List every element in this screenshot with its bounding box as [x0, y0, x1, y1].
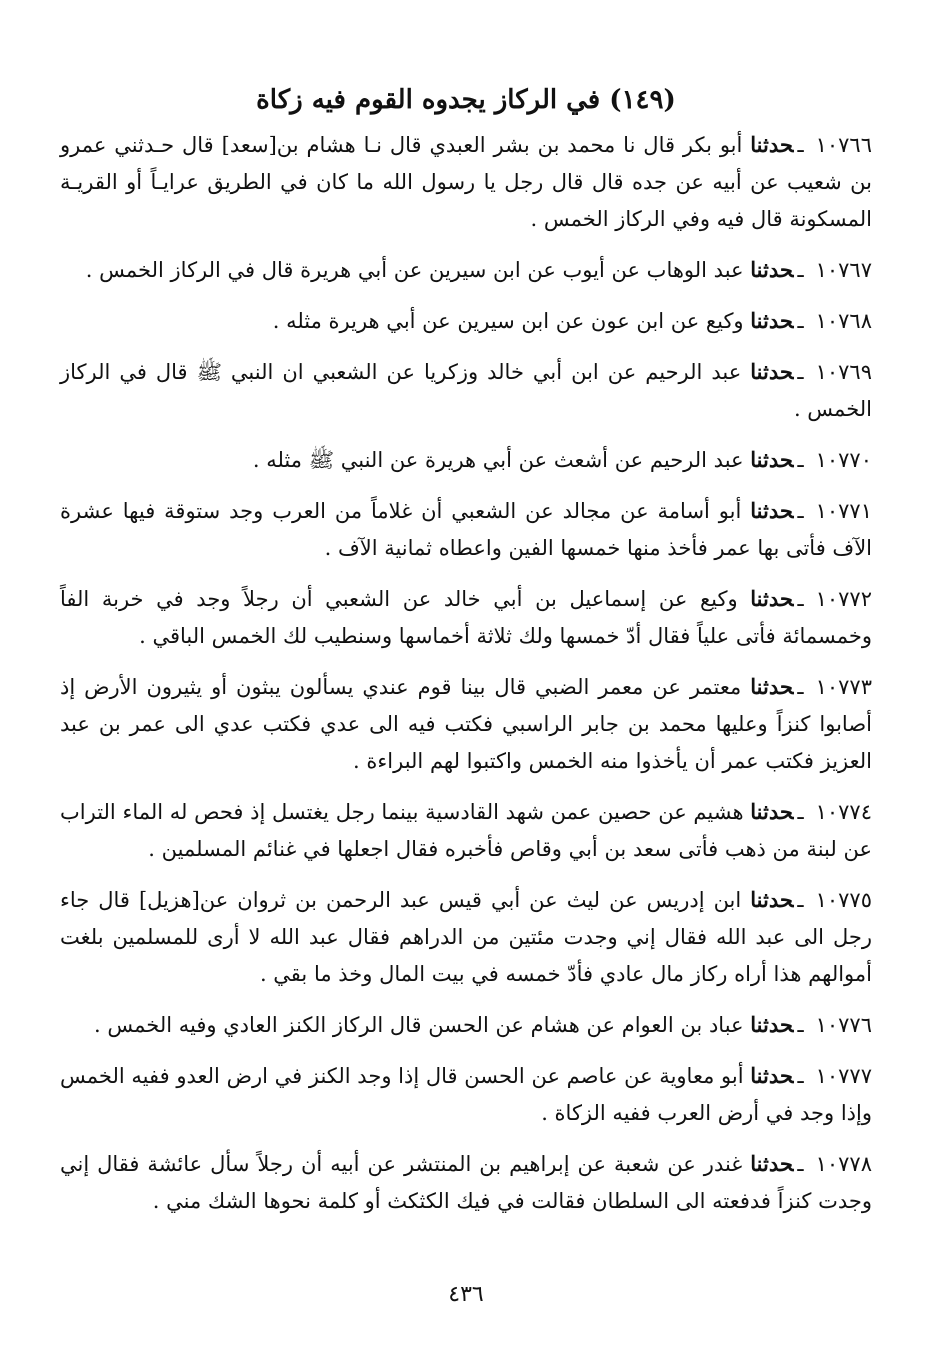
hadith-dash: ـ [797, 133, 804, 157]
document-page [60, 80, 872, 1310]
hadith-lead-word: حدثنا [750, 498, 794, 523]
chapter-title: (١٤٩) في الركاز يجدوه القوم فيه زكاة [256, 85, 676, 115]
hadith-number: ١٠٧٧٧ [815, 1064, 872, 1088]
hadith-dash: ـ [797, 499, 804, 523]
hadith-dash: ـ [797, 675, 804, 699]
hadith-lead-word: حدثنا [750, 674, 794, 699]
hadith-number: ١٠٧٦٩ [815, 360, 872, 384]
hadith-entry [60, 580, 872, 655]
hadith-lead-word: حدثنا [750, 1063, 794, 1088]
hadith-dash: ـ [797, 1013, 804, 1037]
hadith-dash: ـ [797, 800, 804, 824]
hadith-number: ١٠٧٧١ [815, 499, 872, 523]
hadith-entry [60, 126, 872, 238]
hadith-lead-word: حدثنا [750, 799, 794, 824]
hadith-text: هشيم عن حصين عمن شهد القادسية بينما رجل يغتسل إذ فحص له الماء التراب عن لبنة من ذهب فأتى سعد بن أبي وقاص فأخبره فقال اجعلها في غنائم المسلمين . [60, 800, 872, 861]
hadith-entry [60, 1145, 872, 1220]
hadith-entry [60, 1057, 872, 1132]
hadith-text: أبو بكر قال نا محمد بن بشر العبدي قال نـا هشام بن[سعد] قال حـدثني عمرو بن شعيب عن أبيه عن جده قال قال رجل يا رسول الله ما كان في الطريق عرايـاً أو القريـة المسكونة قال فيه وفي الركاز الخمس . [60, 133, 872, 231]
page-number: ٤٣٦ [448, 1282, 484, 1307]
hadith-text: معتمر عن معمر الضبي قال بينا قوم عندي يسألون يبثون أو يثيرون الأرض إذ أصابوا كنزاً وعليها محمد بن جابر الراسبي فكتب فيه الى عدي فكتب عدي الى عمر بن عبد العزيز فكتب عمر أن يأخذوا منه الخمس واكتبوا لهم البراءة . [60, 675, 872, 773]
hadith-dash: ـ [797, 258, 804, 282]
hadith-text: عباد بن العوام عن هشام عن الحسن قال الركاز الكنز العادي وفيه الخمس . [94, 1013, 744, 1037]
hadith-entry [60, 1006, 872, 1044]
hadith-entry [60, 881, 872, 993]
hadith-text: وكيع عن ابن عون عن ابن سيرين عن أبي هريرة مثله . [272, 309, 744, 333]
hadith-lead-word: حدثنا [750, 887, 794, 912]
hadith-number: ١٠٧٧٥ [815, 888, 872, 912]
hadith-lead-word: حدثنا [750, 1012, 794, 1037]
hadith-text: أبو معاوية عن عاصم عن الحسن قال إذا وجد الكنز في ارض العدو ففيه الخمس وإذا وجد في أرض العرب ففيه الزكاة . [60, 1064, 872, 1125]
hadith-entry [60, 492, 872, 567]
hadith-text: عبد الرحيم عن ابن أبي خالد وزكريا عن الشعبي ان النبي ﷺ قال في الركاز الخمس . [60, 360, 872, 421]
hadith-number: ١٠٧٧٨ [815, 1152, 872, 1176]
hadith-number: ١٠٧٧٠ [815, 448, 872, 472]
hadith-number: ١٠٧٧٢ [815, 587, 872, 611]
hadith-number: ١٠٧٧٤ [815, 800, 872, 824]
hadith-lead-word: حدثنا [750, 308, 794, 333]
hadith-lead-word: حدثنا [750, 257, 794, 282]
hadith-number: ١٠٧٦٦ [815, 133, 872, 157]
hadith-text: ابن إدريس عن ليث عن أبي قيس عبد الرحمن بن ثروان عن[هزيل] قال جاء رجل الى عبد الله فقال إني وجدت مئتين من الدراهم فقال عبد الله لا أرى للمسلمين بلغت أموالهم هذا أراه ركاز مال عادي فأدّ خمسه في بيت المال وخذ ما بقي . [60, 888, 872, 986]
hadith-text: أبو أسامة عن مجالد عن الشعبي أن غلاماً من العرب وجد ستوقة فيها عشرة الآف فأتى بها عمر فأخذ منها خمسها الفين واعطاه ثمانية الآف . [60, 499, 872, 560]
hadith-number: ١٠٧٦٧ [815, 258, 872, 282]
hadith-list [60, 126, 872, 1220]
hadith-entry [60, 302, 872, 340]
hadith-lead-word: حدثنا [750, 359, 794, 384]
hadith-lead-word: حدثنا [750, 1151, 794, 1176]
hadith-entry [60, 251, 872, 289]
hadith-number: ١٠٧٧٦ [815, 1013, 872, 1037]
hadith-dash: ـ [797, 448, 804, 472]
hadith-dash: ـ [797, 360, 804, 384]
hadith-dash: ـ [797, 587, 804, 611]
hadith-dash: ـ [797, 1064, 804, 1088]
hadith-dash: ـ [797, 888, 804, 912]
hadith-entry [60, 353, 872, 428]
hadith-entry [60, 441, 872, 479]
hadith-entry [60, 793, 872, 868]
hadith-number: ١٠٧٦٨ [815, 309, 872, 333]
hadith-dash: ـ [797, 309, 804, 333]
hadith-text: عبد الوهاب عن أيوب عن ابن سيرين عن أبي هريرة قال في الركاز الخمس . [85, 258, 744, 282]
hadith-text: وكيع عن إسماعيل بن أبي خالد عن الشعبي أن رجلاً وجد في خربة الفاً وخمسمائة فأتى علياً فقال أدّ خمسها ولك ثلاثة أخماسها وسنطيب لك الخمس الباقي . [60, 587, 872, 648]
hadith-dash: ـ [797, 1152, 804, 1176]
hadith-entry [60, 668, 872, 780]
hadith-lead-word: حدثنا [750, 447, 794, 472]
hadith-lead-word: حدثنا [750, 586, 794, 611]
hadith-text: غندر عن شعبة عن إبراهيم بن المنتشر عن أبيه أن رجلاً سأل عائشة فقال إني وجدت كنزاً فدفعته الى السلطان فقالت في فيك الكثكث أو كلمة نحوها الشك مني . [60, 1152, 872, 1213]
hadith-lead-word: حدثنا [750, 132, 794, 157]
hadith-text: عبد الرحيم عن أشعث عن أبي هريرة عن النبي ﷺ مثله . [252, 448, 744, 472]
hadith-number: ١٠٧٧٣ [815, 675, 872, 699]
